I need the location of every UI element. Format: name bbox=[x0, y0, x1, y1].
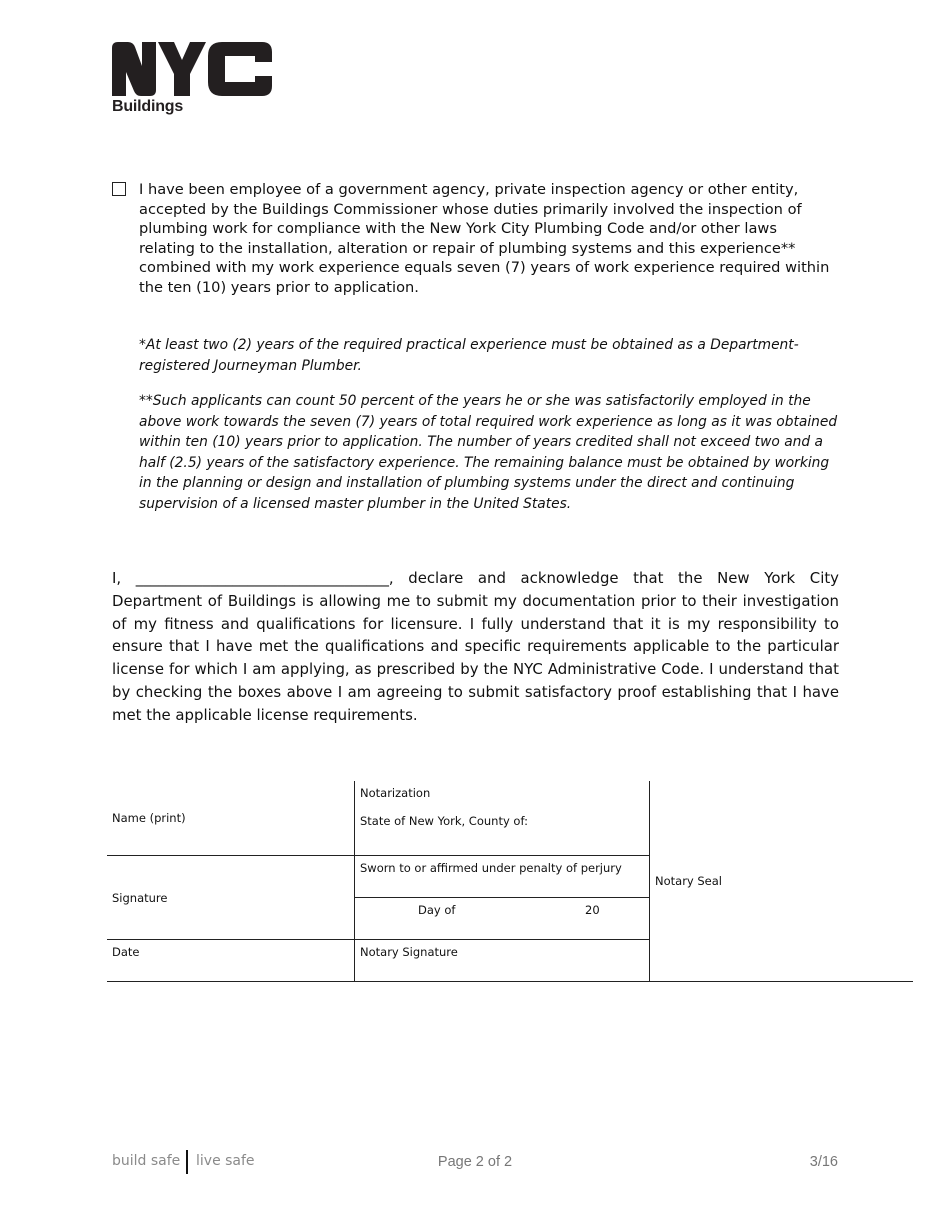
state-county-label: State of New York, County of: bbox=[360, 814, 528, 828]
date-label: Date bbox=[112, 945, 140, 959]
signature-label: Signature bbox=[112, 890, 168, 905]
tagline-live-safe: live safe bbox=[196, 1153, 255, 1169]
page-footer bbox=[0, 1150, 950, 1180]
notarization-label: Notarization bbox=[360, 786, 431, 800]
date-field[interactable] bbox=[107, 940, 355, 982]
experience-checkbox[interactable] bbox=[112, 182, 126, 196]
sworn-label: Sworn to or affirmed under penalty of perjury bbox=[360, 861, 622, 875]
name-print-field[interactable] bbox=[107, 781, 355, 856]
notary-seal-cell[interactable] bbox=[650, 781, 914, 982]
footnote-2: **Such applicants can count 50 percent of the years he or she was satisfactorily employed in the above work towards the seven (7) years of total required work experience as long as it was obtained within ten (10) years prior to application. The number of years credited shall not exceed two and a half (2.5) years of the satisfactory experience. The remaining balance must be obtained by working in the planning or design and installation of plumbing systems under the direct and continuing supervision of a licensed master plumber in the United States. bbox=[139, 393, 838, 512]
nyc-logo-icon bbox=[112, 42, 272, 96]
name-print-label: Name (print) bbox=[112, 811, 186, 825]
sworn-cell bbox=[355, 856, 650, 898]
signature-field[interactable] bbox=[107, 856, 355, 940]
notarization-cell bbox=[355, 781, 650, 856]
signature-notary-table bbox=[107, 781, 913, 982]
logo-subtitle: Buildings bbox=[112, 98, 184, 115]
day-of-label: Day of bbox=[418, 903, 456, 917]
experience-checkbox-item bbox=[112, 180, 832, 298]
footnotes bbox=[139, 335, 839, 529]
tagline-build-safe: build safe bbox=[112, 1153, 181, 1169]
year-prefix-label: 20 bbox=[585, 903, 600, 917]
footnote-1: *At least two (2) years of the required practical experience must be obtained as a Department-registered Journeyman Plumber. bbox=[139, 337, 799, 374]
page-number: Page 2 of 2 bbox=[437, 1154, 513, 1170]
declaration-paragraph: I, __________________________________, declare and acknowledge that the New York City Department of Buildings is allowing me to submit my documentation prior to their investigation of my fitness and qualifications for licensure. I fully understand that it is my responsibility to ensure that I have met the qualifications and specific requirements applicable to the particular license for which I am applying, as prescribed by the NYC Administrative Code. I understand that by checking the boxes above I am agreeing to submit satisfactory proof establishing that I have met the applicable license requirements. bbox=[112, 569, 839, 724]
day-of-cell[interactable] bbox=[355, 898, 650, 940]
nyc-buildings-logo bbox=[112, 42, 274, 116]
notary-seal-label: Notary Seal bbox=[655, 874, 723, 888]
notary-signature-field[interactable] bbox=[355, 940, 650, 982]
experience-checkbox-text: I have been employee of a government agency, private inspection agency or other entity, accepted by the Buildings Commissioner whose duties primarily involved the inspection of plumbing work for compliance with the New York City Plumbing Code and/or other laws relating to the installation, alteration or repair of plumbing systems and this experience** combined with my work experience equals seven (7) years of work experience required within the ten (10) years prior to application. bbox=[139, 181, 830, 296]
form-revision-id: 3/16 bbox=[809, 1154, 838, 1170]
notary-signature-label: Notary Signature bbox=[360, 945, 458, 959]
